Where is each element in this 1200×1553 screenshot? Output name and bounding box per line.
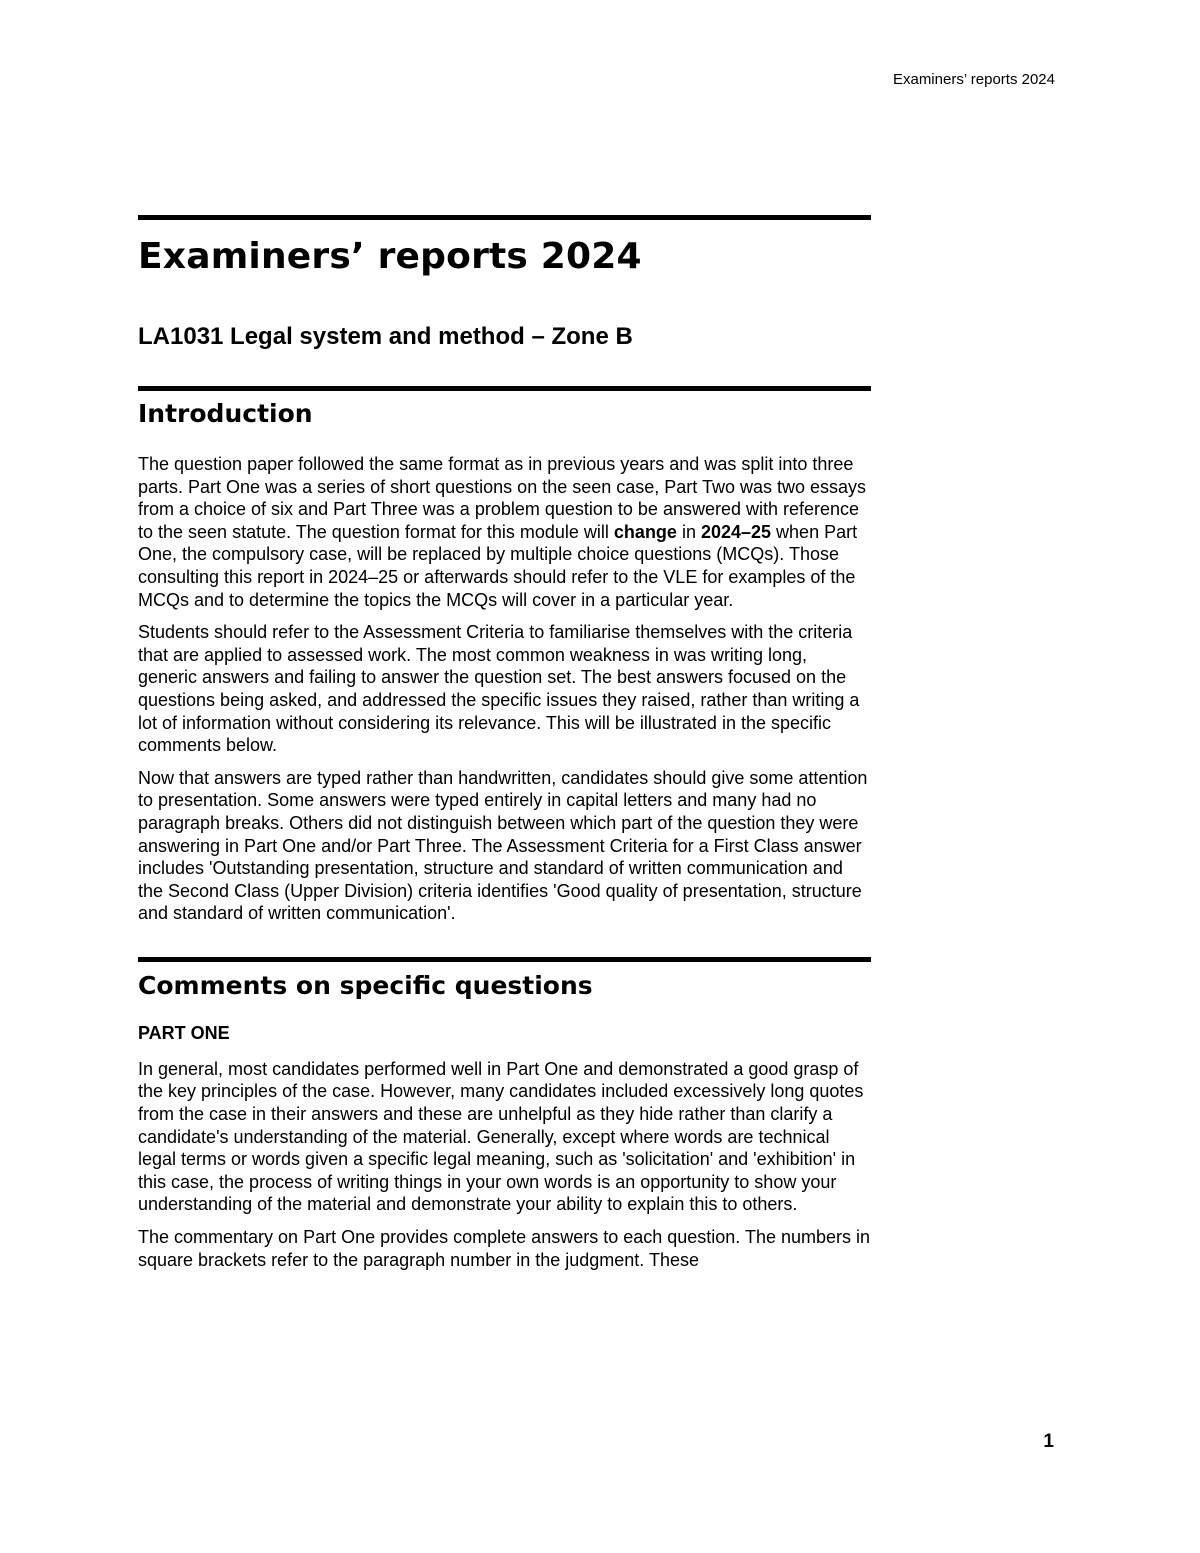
introduction-rule [138, 386, 871, 391]
intro-p1-text-3: when Part One, the compulsory case, will be replaced by multiple choice questions (MCQs). Those consulting this report in 2024–25 or afterwards should refer to the VLE for examples of the MCQs and to determine the topics the MCQs will cover in a particular year. [138, 521, 858, 610]
page-title: Examiners’ reports 2024 [138, 236, 642, 277]
part-one-heading: PART ONE [138, 1022, 230, 1043]
introduction-paragraph-1 [138, 453, 871, 611]
introduction-paragraph-2: Students should refer to the Assessment Criteria to familiarise themselves with the criteria that are applied to assessed work. The most common weakness in was writing long, generic answers and failing to answer the question set. The best answers focused on the questions being asked, and addressed the specific issues they raised, rather than writing a lot of information without considering its relevance. This will be illustrated in the specific comments below. [138, 622, 860, 756]
page-content [138, 215, 871, 1271]
introduction-heading: Introduction [138, 399, 313, 428]
comments-rule [138, 957, 871, 962]
intro-p1-text-1: The question paper followed the same format as in previous years and was split into three parts. Part One was a series of short questions on the seen case, Part Two was two essays from a choice of six and Part Three was a problem question to be answered with reference to the seen statute. The question format for this module will [138, 454, 867, 542]
part-one-paragraph-2: The commentary on Part One provides complete answers to each question. The numbers in square brackets refer to the paragraph number in the judgment. These [138, 1227, 871, 1270]
title-top-rule [138, 215, 871, 220]
running-header: Examiners’ reports 2024 [892, 71, 1055, 88]
intro-p1-bold-year: 2024–25 [700, 521, 772, 542]
intro-p1-text-2: in [676, 521, 701, 542]
introduction-paragraph-3: Now that answers are typed rather than handwritten, candidates should give some attention to presentation. Some answers were typed entirely in capital letters and many had no paragraph breaks. Others did not distinguish between which part of the question they were answering in Part One and/or Part Three. The Assessment Criteria for a First Class answer includes 'Outstanding presentation, structure and standard of written communication and the Second Class (Upper Division) criteria identifies 'Good quality of presentation, structure and standard of written communication'. [138, 767, 868, 924]
page-number: 1 [1043, 1431, 1054, 1452]
module-subtitle: LA1031 Legal system and method – Zone B [138, 323, 633, 350]
intro-p1-bold-change: change [613, 521, 677, 542]
part-one-paragraph-1: In general, most candidates performed well in Part One and demonstrated a good grasp of the key principles of the case. However, many candidates included excessively long quotes from the case in their answers and these are unhelpful as they hide rather than clarify a candidate's understanding of the material. Generally, except where words are technical legal terms or words given a specific legal meaning, such as 'solicitation' and 'exhibition' in this case, the process of writing things in your own words is an opportunity to show your understanding of the material and demonstrate your ability to explain this to others. [138, 1058, 864, 1215]
comments-heading: Comments on specific questions [138, 970, 593, 1000]
